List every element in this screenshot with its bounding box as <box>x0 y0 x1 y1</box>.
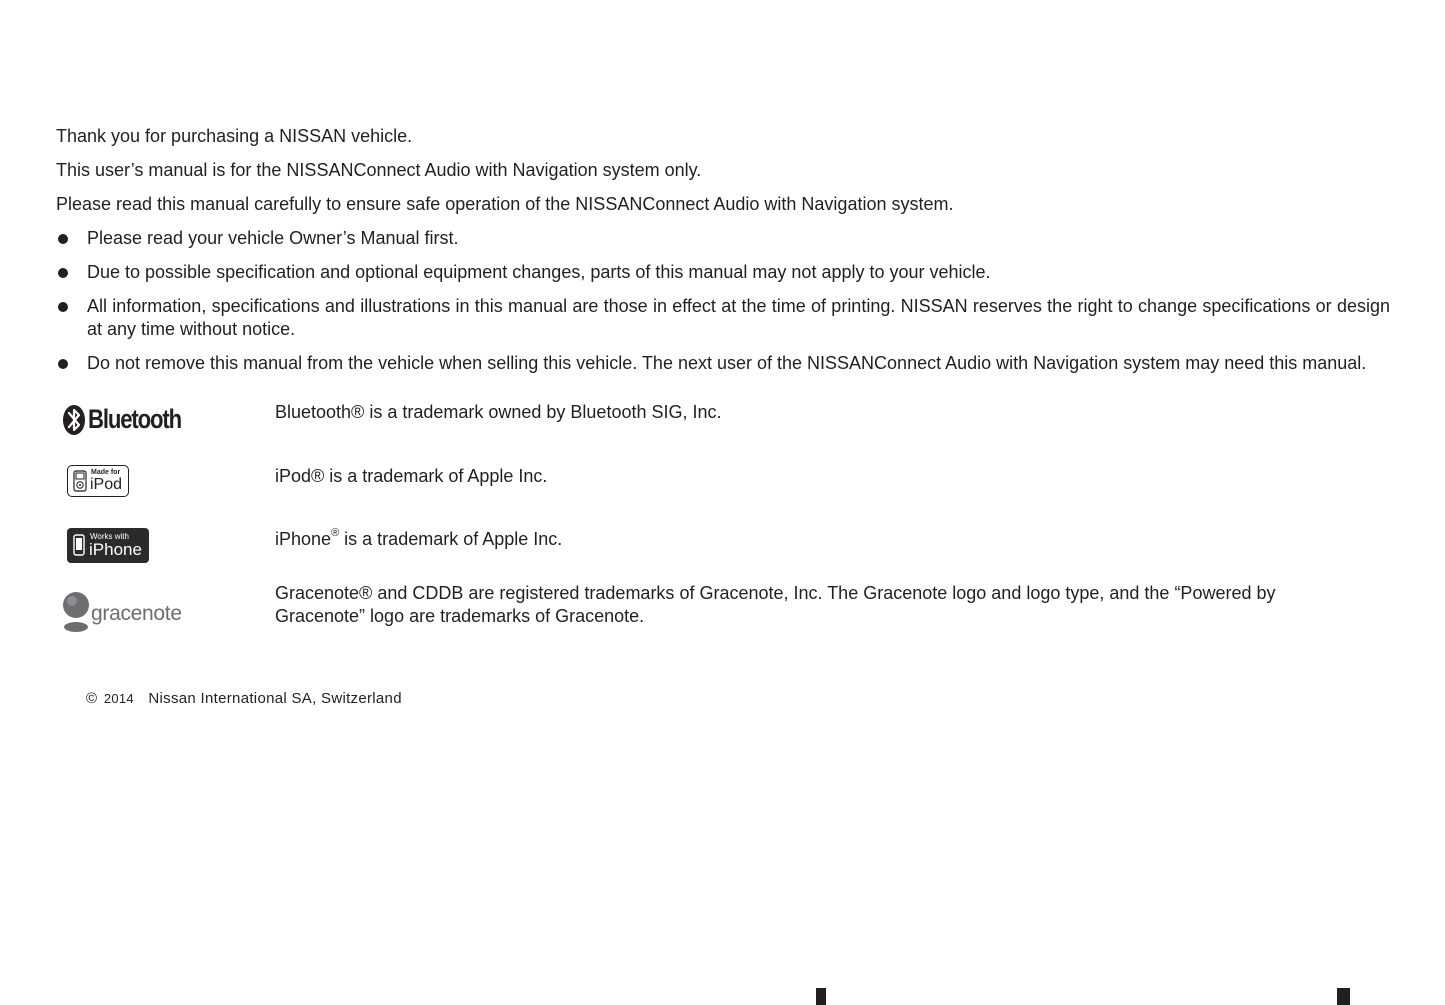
trademark-gracenote-text: Gracenote® and CDDB are registered trademarks of Gracenote, Inc. The Gracenote logo and logo type, and the “Powered by Gracenote” logo are trademarks of Gracenote. <box>275 583 1276 626</box>
iphone-badge-big-text: iPhone <box>89 540 142 559</box>
intro-line-thank-you: Thank you for purchasing a NISSAN vehicle. <box>56 126 413 146</box>
bullet-item <box>56 227 1390 250</box>
iphone-badge-small-text: Works with <box>90 532 129 541</box>
copyright-notice <box>86 689 402 709</box>
iphone-name: iPhone <box>275 529 332 549</box>
print-crop-mark <box>816 988 826 1005</box>
bullet-dot-icon <box>58 302 68 312</box>
ipod-device-icon <box>73 470 87 492</box>
gracenote-wordmark: gracenote <box>91 602 182 625</box>
copyright-year: 2014 <box>103 691 134 706</box>
ipod-badge-big-text: iPod <box>90 476 123 493</box>
iphone-trademark-rest: is a trademark of Apple Inc. <box>339 529 563 549</box>
iphone-device-icon <box>73 534 85 556</box>
bullet-text: Do not remove this manual from the vehicle when selling this vehicle. The next user of the NISSANConnect Audio with Navigation system may need this manual. <box>87 353 1367 373</box>
bullet-dot-icon <box>58 359 68 369</box>
bullet-item <box>56 352 1390 375</box>
bullet-item <box>56 261 1390 284</box>
bullet-text: Due to possible specification and optional equipment changes, parts of this manual may not apply to your vehicle. <box>87 262 991 282</box>
gracenote-figure-icon <box>60 590 94 634</box>
copyright-symbol: © <box>86 690 98 707</box>
registered-mark: ® <box>331 527 340 539</box>
intro-line-read-carefully: Please read this manual carefully to ensure safe operation of the NISSANConnect Audio with Navigation system. <box>56 194 954 214</box>
copyright-holder: Nissan International SA, Switzerland <box>148 690 402 707</box>
print-crop-mark <box>1337 988 1350 1005</box>
gracenote-logo <box>60 590 200 634</box>
trademark-bluetooth-text: Bluetooth® is a trademark owned by Bluetooth SIG, Inc. <box>275 402 722 422</box>
bluetooth-logo-wordmark: Bluetooth <box>88 404 181 434</box>
bullet-text: Please read your vehicle Owner’s Manual first. <box>87 228 459 248</box>
bullet-dot-icon <box>58 268 68 278</box>
bullet-text: All information, specifications and illustrations in this manual are those in effect at the time of printing. NISSAN reserves the right to change specifications or design at any time without notice. <box>87 296 1390 339</box>
trademark-iphone-text <box>275 528 1355 551</box>
bullet-dot-icon <box>58 234 68 244</box>
works-with-iphone-badge <box>67 528 149 563</box>
trademark-ipod-text: iPod® is a trademark of Apple Inc. <box>275 466 548 486</box>
bluetooth-logo <box>56 403 196 444</box>
made-for-ipod-badge <box>67 465 129 497</box>
ipod-badge-small-text: Made for <box>91 469 121 476</box>
bullet-item <box>56 295 1390 341</box>
intro-line-manual-scope: This user’s manual is for the NISSANConnect Audio with Navigation system only. <box>56 160 702 180</box>
